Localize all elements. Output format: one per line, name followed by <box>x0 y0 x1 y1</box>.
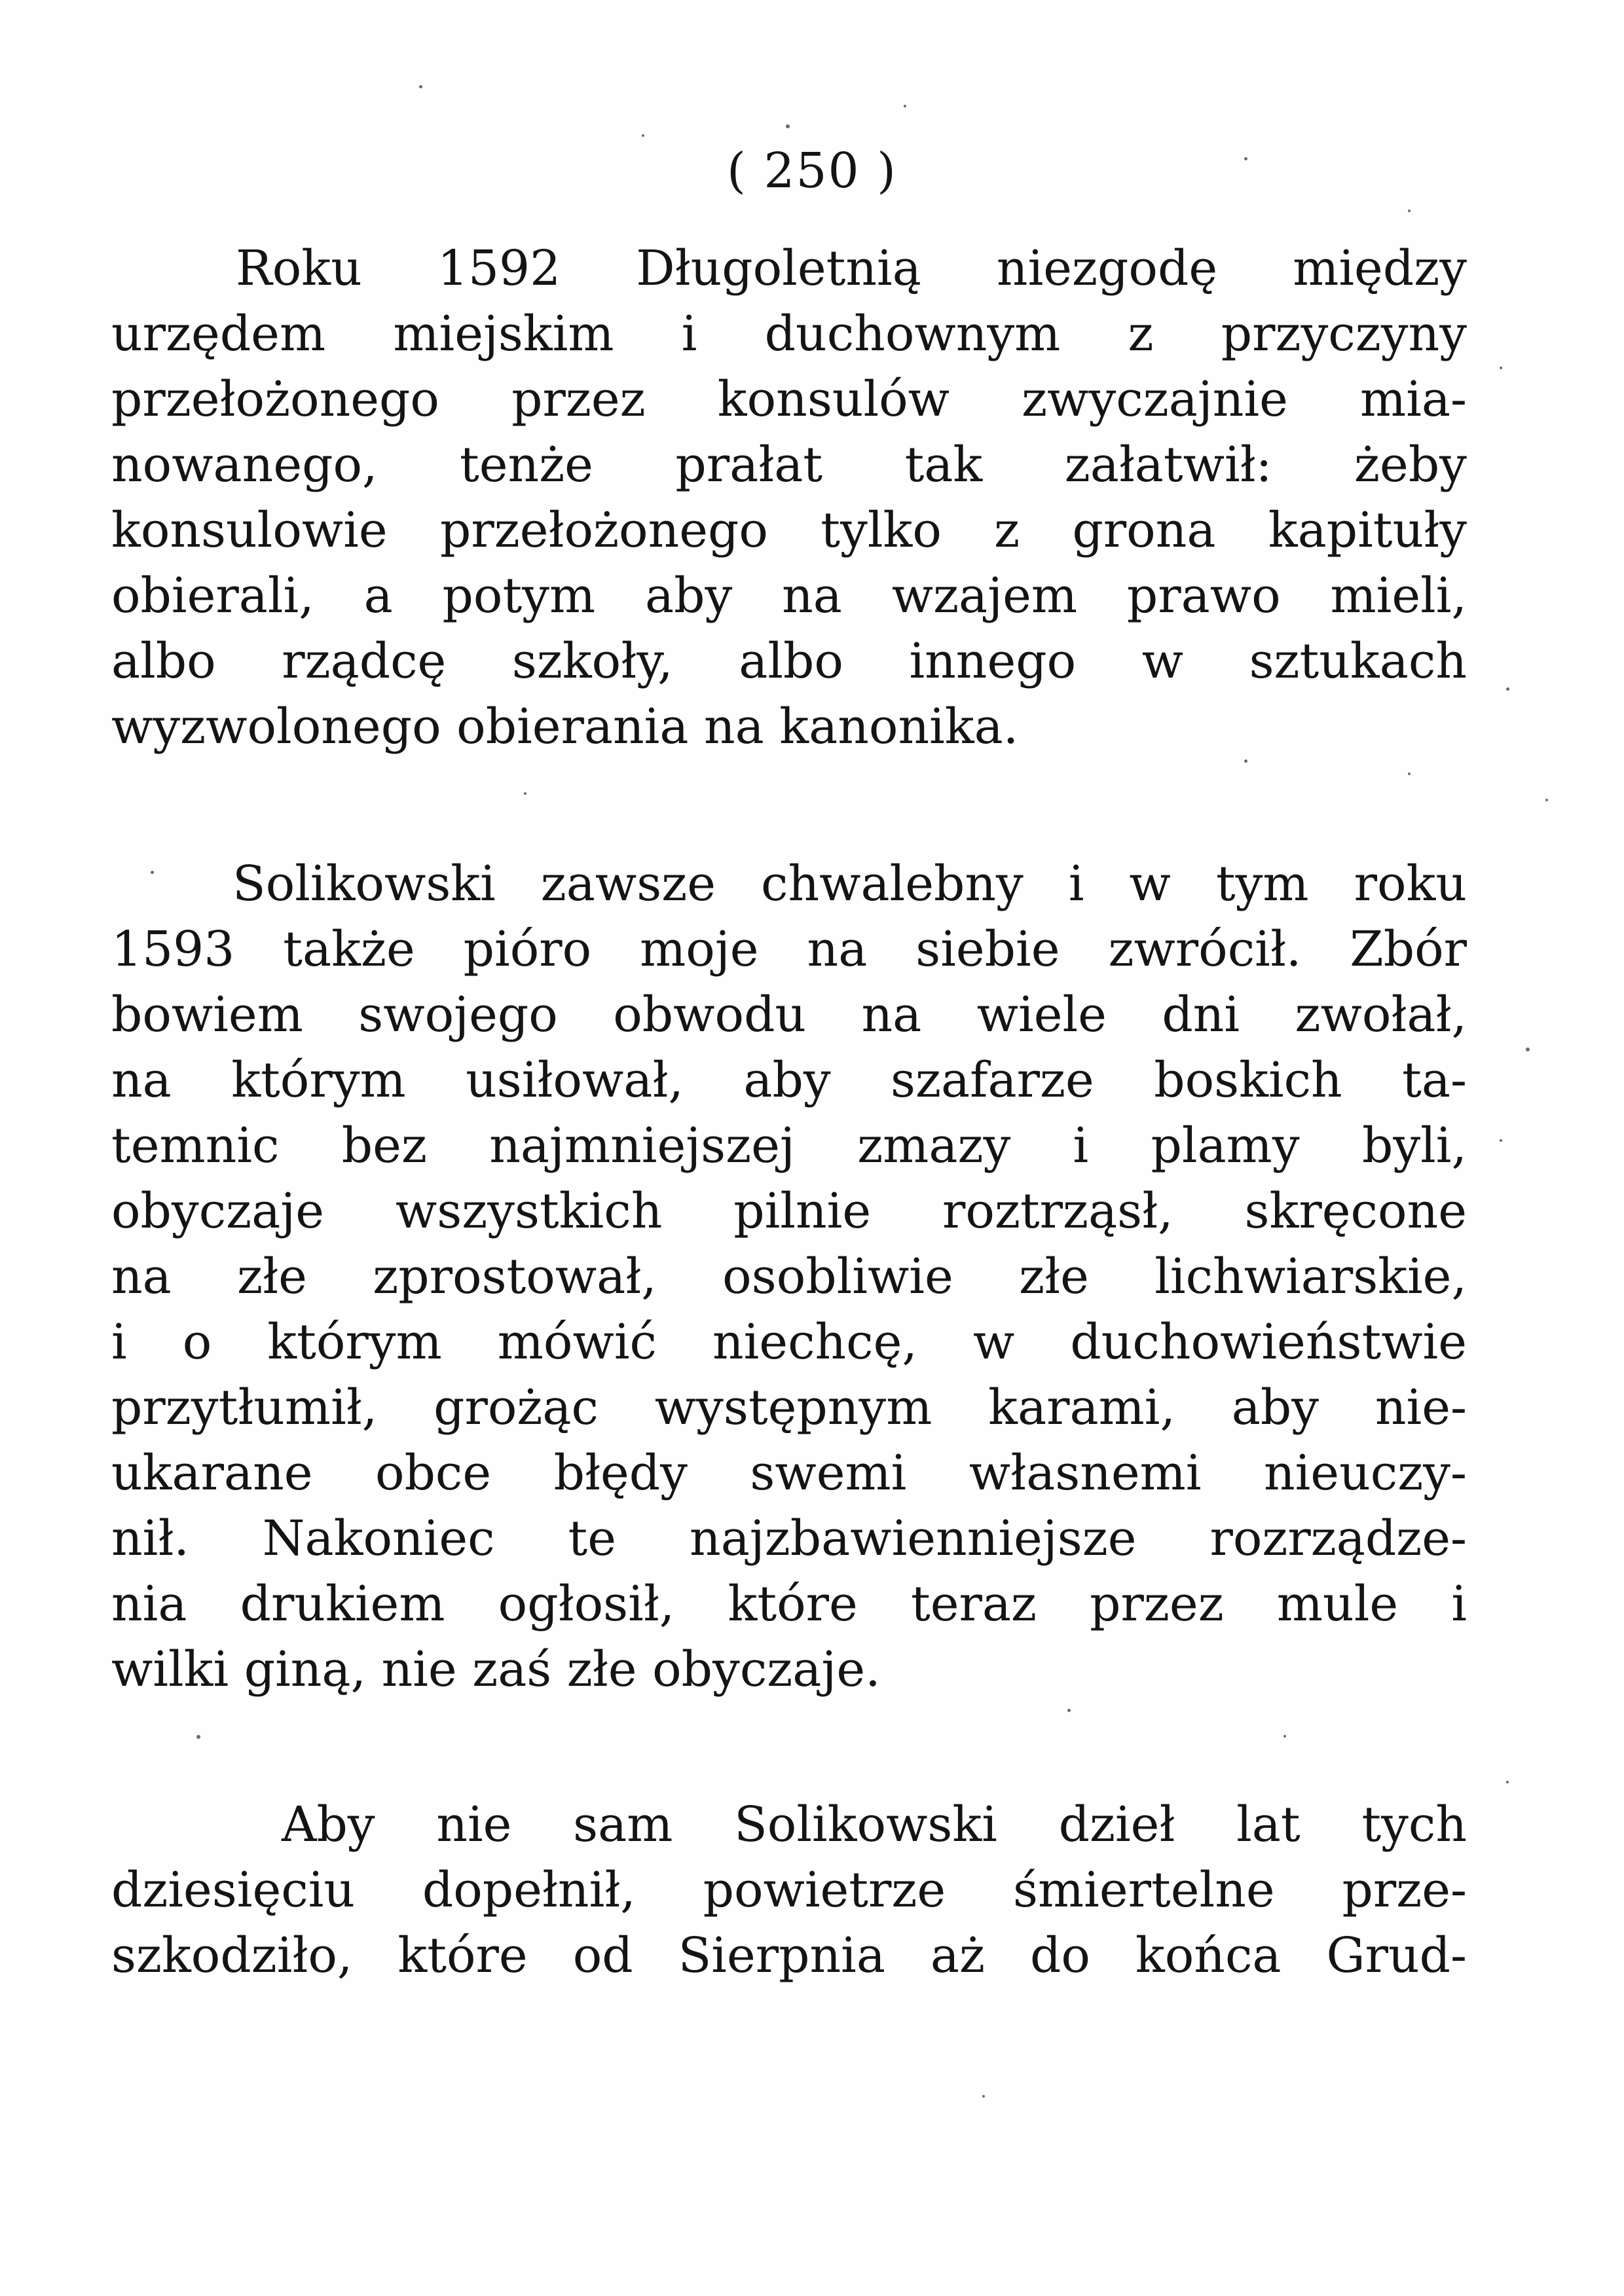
text-line: nia drukiem ogłosił, które teraz przez mule i <box>111 1576 1467 1632</box>
text-line: nowanego, tenże prałat tak załatwił: żeby <box>111 437 1467 493</box>
text-line: i o którym mówić niechcę, w duchowieństwie <box>111 1314 1467 1370</box>
paper-speck <box>1500 1139 1502 1142</box>
text-line: urzędem miejskim i duchownym z przyczyny <box>111 306 1467 362</box>
text-line: Roku 1592 Długoletnią niezgodę między <box>236 240 1467 297</box>
text-line: dziesięciu dopełnił, powietrze śmiertelne prze- <box>111 1862 1467 1918</box>
text-line: wilki giną, nie zaś złe obyczaje. <box>111 1641 881 1698</box>
paper-speck <box>1408 210 1411 212</box>
paper-speck <box>1506 687 1509 691</box>
text-line: przytłumił, grożąc występnym karami, aby nie- <box>111 1379 1467 1436</box>
paper-speck <box>1283 1735 1286 1738</box>
text-line: bowiem swojego obwodu na wiele dni zwołał, <box>111 987 1467 1043</box>
text-line: Solikowski zawsze chwalebny i w tym roku <box>232 856 1467 912</box>
paper-speck <box>1545 799 1548 801</box>
paper-speck <box>904 105 906 107</box>
text-line: ukarane obce błędy swemi własnemi nieuczy- <box>111 1445 1467 1501</box>
text-line: obyczaje wszystkich pilnie roztrząsł, skręcone <box>111 1183 1467 1239</box>
text-line: obierali, a potym aby na wzajem prawo mieli, <box>111 568 1467 624</box>
paper-speck <box>1244 157 1247 160</box>
paper-speck <box>196 1735 200 1739</box>
paper-speck <box>1408 773 1411 775</box>
text-line: konsulowie przełożonego tylko z grona kapituły <box>111 502 1467 558</box>
page-number: ( 250 ) <box>726 143 898 199</box>
text-line: albo rządcę szkoły, albo innego w sztukach <box>111 633 1467 689</box>
paper-speck <box>1500 367 1502 369</box>
paper-speck <box>419 85 422 88</box>
paper-speck <box>1526 1048 1530 1051</box>
paper-speck <box>1067 1709 1071 1712</box>
paper-speck <box>524 792 526 795</box>
text-line: 1593 także pióro moje na siebie zwrócił. Zbór <box>111 921 1467 977</box>
text-line: na złe zprostował, osobliwie złe lichwiarskie, <box>111 1248 1467 1305</box>
text-line: wyzwolonego obierania na kanonika. <box>111 699 1019 755</box>
text-line: na którym usiłował, aby szafarze boskich ta- <box>111 1052 1467 1108</box>
paper-speck <box>786 124 790 128</box>
text-line: Aby nie sam Solikowski dzieł lat tych <box>282 1796 1467 1853</box>
paper-speck <box>1506 1781 1509 1783</box>
text-line: szkodziło, które od Sierpnia aż do końca Grud- <box>111 1927 1467 1984</box>
text-line: przełożonego przez konsulów zwyczajnie mia- <box>111 371 1467 428</box>
text-line: nił. Nakoniec te najzbawienniejsze rozrządze- <box>111 1510 1467 1567</box>
text-line: temnic bez najmniejszej zmazy i plamy byli, <box>111 1118 1467 1174</box>
paper-speck <box>642 134 644 137</box>
paper-speck <box>982 2095 985 2098</box>
paper-speck <box>151 871 154 874</box>
paper-speck <box>1244 759 1247 763</box>
